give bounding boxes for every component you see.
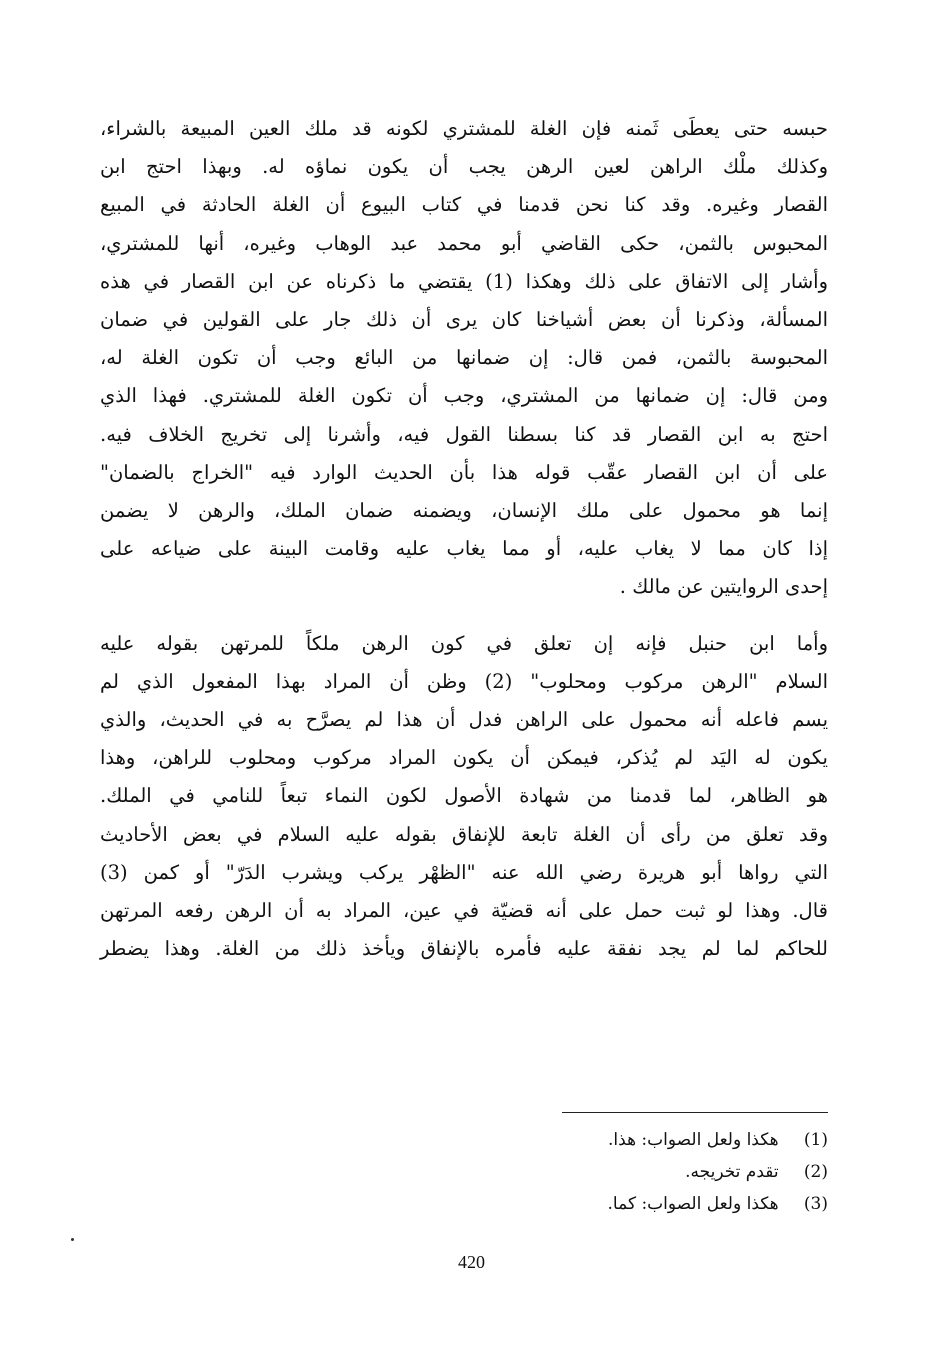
text-line: التي رواها أبو هريرة رضي الله عنه "الظهْر يركب ويشرب الدَرّ" أو كمن (3)	[100, 860, 828, 884]
text-line: وأشار إلى الاتفاق على ذلك وهكذا (1) يقتضي ما ذكرناه عن ابن القصار في هذه	[100, 269, 829, 293]
footnote-text: تقدم تخريجه.	[685, 1162, 779, 1182]
text-line: هو الظاهر، لما قدمنا من شهادة الأصول لكون النماء تبعاً للنامي في الملك.	[100, 784, 828, 808]
text-line: إحدى الروايتين عن مالك .	[619, 575, 828, 599]
footnote-number: (1)	[803, 1130, 828, 1150]
text-line: ومن قال: إن ضمانها من المشتري، وجب أن تكون الغلة للمشتري. فهذا الذي	[100, 384, 828, 408]
text-line: يسم فاعله أنه محمول على الراهن فدل أن هذا لم يصرَّح به في الحديث، والذي	[100, 708, 828, 732]
footnote-number: (2)	[803, 1162, 828, 1182]
page-number: 420	[458, 1252, 485, 1272]
text-line: وقد تعلق من رأى أن الغلة تابعة للإنفاق بقوله عليه السلام في بعض الأحاديث	[100, 822, 828, 846]
footnote-number: (3)	[803, 1194, 828, 1214]
text-line: القصار وغيره. وقد كنا نحن قدمنا في كتاب البيوع أن الغلة الحادثة في المبيع	[100, 193, 828, 217]
footnotes	[400, 1124, 828, 1220]
text-line: على أن ابن القصار عقّب قوله هذا بأن الحديث الوارد فيه "الخراج بالضمان"	[100, 460, 828, 484]
paragraph-2	[100, 625, 828, 969]
text-line: للحاكم لما لم يجد نفقة عليه فأمره بالإنفاق ويأخذ ذلك من الغلة. وهذا يضطر	[100, 937, 828, 961]
footnote-3	[400, 1188, 828, 1220]
footnote-2	[400, 1156, 828, 1188]
footnote-1	[400, 1124, 828, 1156]
text-line: إنما هو محمول على ملك الإنسان، ويضمنه ضمان الملك، والرهن لا يضمن	[100, 499, 828, 523]
paragraph-1	[100, 110, 828, 607]
footnote-text: هكذا ولعل الصواب: كما.	[607, 1194, 779, 1214]
footnote-text: هكذا ولعل الصواب: هذا.	[608, 1130, 779, 1150]
text-line: يكون له اليَد لم يُذكر، فيمكن أن يكون المراد مركوب ومحلوب للراهن، وهذا	[100, 746, 828, 770]
text-line: حبسه حتى يعطَى ثَمنه فإن الغلة للمشتري لكونه قد ملك العين المبيعة بالشراء،	[100, 117, 828, 140]
text-line: إذا كان مما لا يغاب عليه، أو مما يغاب عليه وقامت البينة على ضياعه على	[100, 537, 828, 561]
text-line: المحبوس بالثمن، حكى القاضي أبو محمد عبد الوهاب وغيره، أنها للمشتري،	[100, 231, 828, 255]
text-line: المسألة، وذكرنا أن بعض أشياخنا كان يرى أن ذلك جار على القولين في ضمان	[100, 308, 828, 332]
text-line: وأما ابن حنبل فإنه إن تعلق في كون الرهن ملكاً للمرتهن بقوله عليه	[100, 631, 828, 655]
scan-speck	[71, 1238, 74, 1241]
footnote-divider	[562, 1112, 828, 1113]
text-line: المحبوسة بالثمن، فمن قال: إن ضمانها من البائع وجب أن تكون الغلة له،	[100, 346, 828, 370]
main-text	[100, 110, 828, 968]
text-line: وكذلك ملْك الراهن لعين الرهن يجب أن يكون نماؤه له. وبهذا احتج ابن	[100, 155, 828, 179]
text-line: قال. وهذا لو ثبت حمل على أنه قضيّة في عين، المراد به أن الرهن رفعه المرتهن	[100, 899, 828, 923]
text-line: احتج به ابن القصار قد كنا بسطنا القول فيه، وأشرنا إلى تخريج الخلاف فيه.	[100, 422, 828, 446]
text-line: السلام "الرهن مركوب ومحلوب" (2) وظن أن المراد بهذا المفعول الذي لم	[100, 669, 828, 693]
